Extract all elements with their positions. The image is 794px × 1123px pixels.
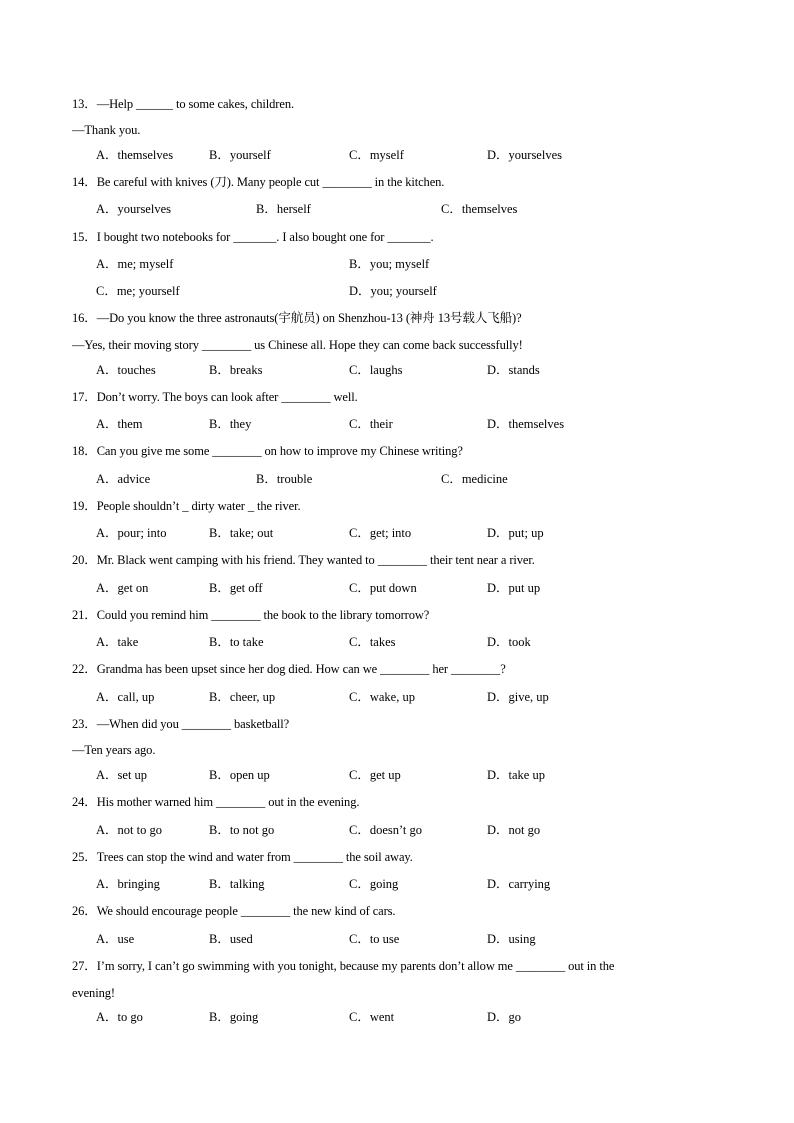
q14-option-a[interactable]: A．yourselves <box>96 202 171 216</box>
q25-option-b[interactable]: B．talking <box>209 877 265 891</box>
q22-options <box>0 689 794 705</box>
q20-stem: 20．Mr. Black went camping with his friend. They wanted to ________ their tent near a river. <box>72 553 535 567</box>
q17-option-a[interactable]: A．them <box>96 417 143 431</box>
q26-option-b[interactable]: B．used <box>209 932 253 946</box>
q20-option-a[interactable]: A．get on <box>96 581 149 595</box>
q14-options <box>0 201 794 217</box>
q22-stem: 22．Grandma has been upset since her dog died. How can we ________ her ________? <box>72 662 506 676</box>
q17-option-d[interactable]: D．themselves <box>487 417 565 431</box>
q13-stem: 13．—Help ______ to some cakes, children. <box>72 97 294 111</box>
q17-option-c[interactable]: C．their <box>349 417 393 431</box>
q25-stem: 25．Trees can stop the wind and water from ________ the soil away. <box>72 850 413 864</box>
q24-option-c[interactable]: C．doesn’t go <box>349 823 423 837</box>
q21-options <box>0 634 794 650</box>
q16-option-a[interactable]: A．touches <box>96 363 156 377</box>
q13-option-d[interactable]: D．yourselves <box>487 148 562 162</box>
q20-option-b[interactable]: B．get off <box>209 581 263 595</box>
q22-option-b[interactable]: B．cheer, up <box>209 690 276 704</box>
q21-option-a[interactable]: A．take <box>96 635 139 649</box>
q20-option-c[interactable]: C．put down <box>349 581 417 595</box>
q27-options <box>0 1009 794 1025</box>
q16-option-b[interactable]: B．breaks <box>209 363 263 377</box>
q22-option-d[interactable]: D．give, up <box>487 690 549 704</box>
q27-option-b[interactable]: B．going <box>209 1010 259 1024</box>
q22-option-a[interactable]: A．call, up <box>96 690 155 704</box>
q23-stem-reply: —Ten years ago. <box>72 743 156 757</box>
q15-option-a[interactable]: A．me; myself <box>96 257 174 271</box>
q16-stem-reply: —Yes, their moving story ________ us Chinese all. Hope they can come back successfully! <box>72 338 523 352</box>
q18-options <box>0 471 794 487</box>
q14-option-b[interactable]: B．herself <box>256 202 311 216</box>
q15-options-row1 <box>0 256 794 272</box>
q23-option-d[interactable]: D．take up <box>487 768 545 782</box>
q17-option-b[interactable]: B．they <box>209 417 252 431</box>
q24-option-d[interactable]: D．not go <box>487 823 541 837</box>
q27-stem: 27．I’m sorry, I can’t go swimming with you tonight, because my parents don’t allow me ________ out in the <box>72 959 615 973</box>
q19-option-b[interactable]: B．take; out <box>209 526 274 540</box>
q19-option-a[interactable]: A．pour; into <box>96 526 167 540</box>
q21-option-d[interactable]: D．took <box>487 635 531 649</box>
q15-stem: 15．I bought two notebooks for _______. I also bought one for _______. <box>72 230 434 244</box>
q25-option-a[interactable]: A．bringing <box>96 877 160 891</box>
q14-option-c[interactable]: C．themselves <box>441 202 518 216</box>
q24-stem: 24．His mother warned him ________ out in the evening. <box>72 795 360 809</box>
q19-options <box>0 525 794 541</box>
q13-option-a[interactable]: A．themselves <box>96 148 174 162</box>
q23-option-b[interactable]: B．open up <box>209 768 270 782</box>
q26-option-c[interactable]: C．to use <box>349 932 400 946</box>
q21-option-c[interactable]: C．takes <box>349 635 396 649</box>
q18-option-b[interactable]: B．trouble <box>256 472 313 486</box>
q15-option-d[interactable]: D．you; yourself <box>349 284 437 298</box>
q15-option-b[interactable]: B．you; myself <box>349 257 430 271</box>
q25-option-c[interactable]: C．going <box>349 877 399 891</box>
q27-option-c[interactable]: C．went <box>349 1010 395 1024</box>
q26-stem: 26．We should encourage people ________ the new kind of cars. <box>72 904 396 918</box>
q18-option-c[interactable]: C．medicine <box>441 472 508 486</box>
q23-options <box>0 767 794 783</box>
q13-option-c[interactable]: C．myself <box>349 148 404 162</box>
q18-stem: 18．Can you give me some ________ on how to improve my Chinese writing? <box>72 444 463 458</box>
q19-option-c[interactable]: C．get; into <box>349 526 412 540</box>
q16-option-c[interactable]: C．laughs <box>349 363 403 377</box>
q26-option-a[interactable]: A．use <box>96 932 135 946</box>
q27-option-a[interactable]: A．to go <box>96 1010 143 1024</box>
q23-option-c[interactable]: C．get up <box>349 768 401 782</box>
q26-options <box>0 931 794 947</box>
q24-options <box>0 822 794 838</box>
q20-option-d[interactable]: D．put up <box>487 581 541 595</box>
q13-options <box>0 147 794 163</box>
q24-option-b[interactable]: B．to not go <box>209 823 275 837</box>
q25-options <box>0 876 794 892</box>
q17-stem: 17．Don’t worry. The boys can look after ________ well. <box>72 390 358 404</box>
q15-option-c[interactable]: C．me; yourself <box>96 284 180 298</box>
q21-option-b[interactable]: B．to take <box>209 635 264 649</box>
q19-stem: 19．People shouldn’t _ dirty water _ the river. <box>72 499 301 513</box>
q22-option-c[interactable]: C．wake, up <box>349 690 415 704</box>
q18-option-a[interactable]: A．advice <box>96 472 151 486</box>
q16-options <box>0 362 794 378</box>
q26-option-d[interactable]: D．using <box>487 932 536 946</box>
q20-options <box>0 580 794 596</box>
q25-option-d[interactable]: D．carrying <box>487 877 551 891</box>
q27-stem-continued: evening! <box>72 986 115 1000</box>
q16-option-d[interactable]: D．stands <box>487 363 540 377</box>
q14-stem: 14．Be careful with knives (刀). Many people cut ________ in the kitchen. <box>72 175 445 189</box>
q23-option-a[interactable]: A．set up <box>96 768 148 782</box>
q13-option-b[interactable]: B．yourself <box>209 148 271 162</box>
q19-option-d[interactable]: D．put; up <box>487 526 544 540</box>
q23-stem: 23．—When did you ________ basketball? <box>72 717 290 731</box>
q21-stem: 21．Could you remind him ________ the book to the library tomorrow? <box>72 608 430 622</box>
q24-option-a[interactable]: A．not to go <box>96 823 162 837</box>
q15-options-row2 <box>0 283 794 299</box>
q13-stem-reply: —Thank you. <box>72 123 141 137</box>
q16-stem: 16．—Do you know the three astronauts(宇航员) on Shenzhou-13 (神舟 13号载人飞船)? <box>72 311 522 325</box>
q27-option-d[interactable]: D．go <box>487 1010 522 1024</box>
q17-options <box>0 416 794 432</box>
